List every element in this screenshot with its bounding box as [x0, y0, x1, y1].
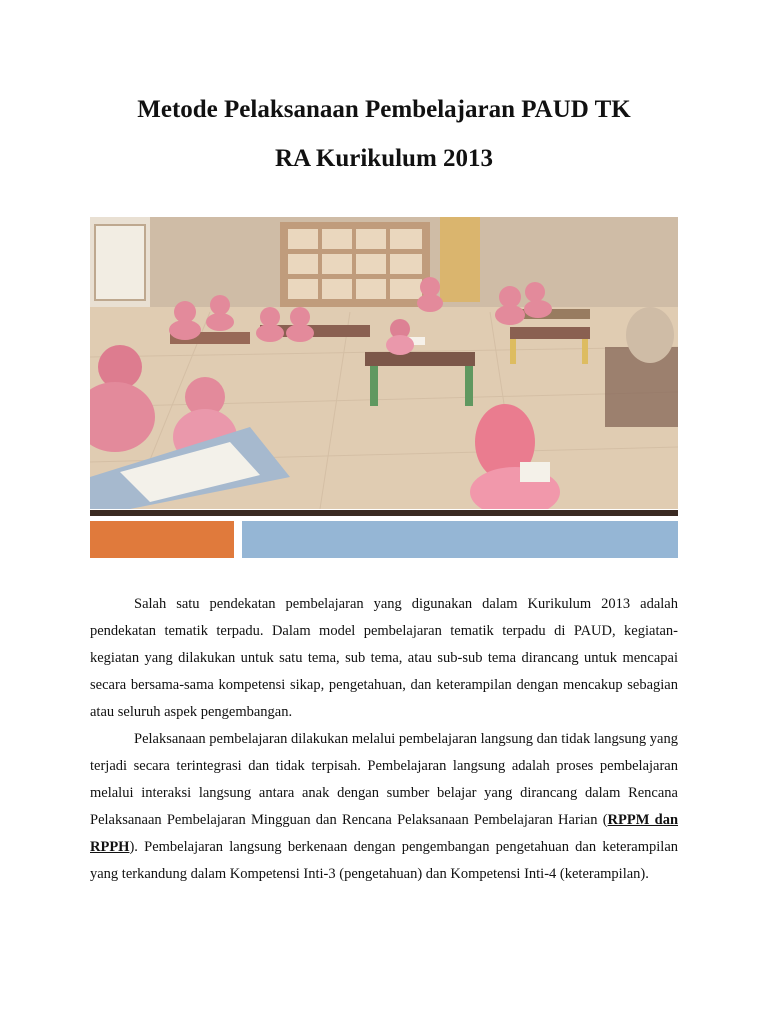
paragraph-1: Salah satu pendekatan pembelajaran yang digunakan dalam Kurikulum 2013 adalah pendekatan tematik terpadu. Dalam model pembelajaran tematik terpadu di PAUD, kegiatan-kegiatan yang dilakukan untuk satu tema, sub tema, atau sub-sub tema dirancang untuk mencapai secara bersama-sama kompetensi sikap, pengetahuan, dan keterampilan dengan mencakup sebagian atau seluruh aspek pengembangan. [90, 596, 678, 720]
document-title-line-2: RA Kurikulum 2013 [274, 145, 494, 172]
rppm-rpph-link[interactable]: RPPM dan RPPH [90, 812, 679, 855]
classroom-photo [90, 217, 678, 509]
paragraph-2-text-after: ). Pembelajaran langsung berkenaan dengan pengembangan pengetahuan dan keterampilan yang terkandung dalam Kompetensi Inti-3 (pengetahuan) dan Kompetensi Inti-4 (keterampilan). [90, 839, 678, 882]
orange-accent-bar [90, 521, 234, 558]
paragraph-2-text-before: Pelaksanaan pembelajaran dilakukan melalui pembelajaran langsung dan tidak langsung yang terjadi secara terintegrasi dan tidak terpisah. Pembelajaran langsung adalah proses pembelajaran melalui interaksi langsung antara anak dengan sumber belajar yang dirancang dalam Rencana Pelaksanaan Pembelajaran Mingguan dan Rencana Pelaksanaan Pembelajaran Harian ( [90, 731, 678, 828]
document-title-line-1: Metode Pelaksanaan Pembelajaran PAUD TK [137, 96, 631, 123]
photo-bottom-rule [90, 510, 678, 516]
paragraph-2 [90, 726, 678, 888]
article-body [90, 591, 678, 888]
blue-accent-bar [242, 521, 678, 558]
